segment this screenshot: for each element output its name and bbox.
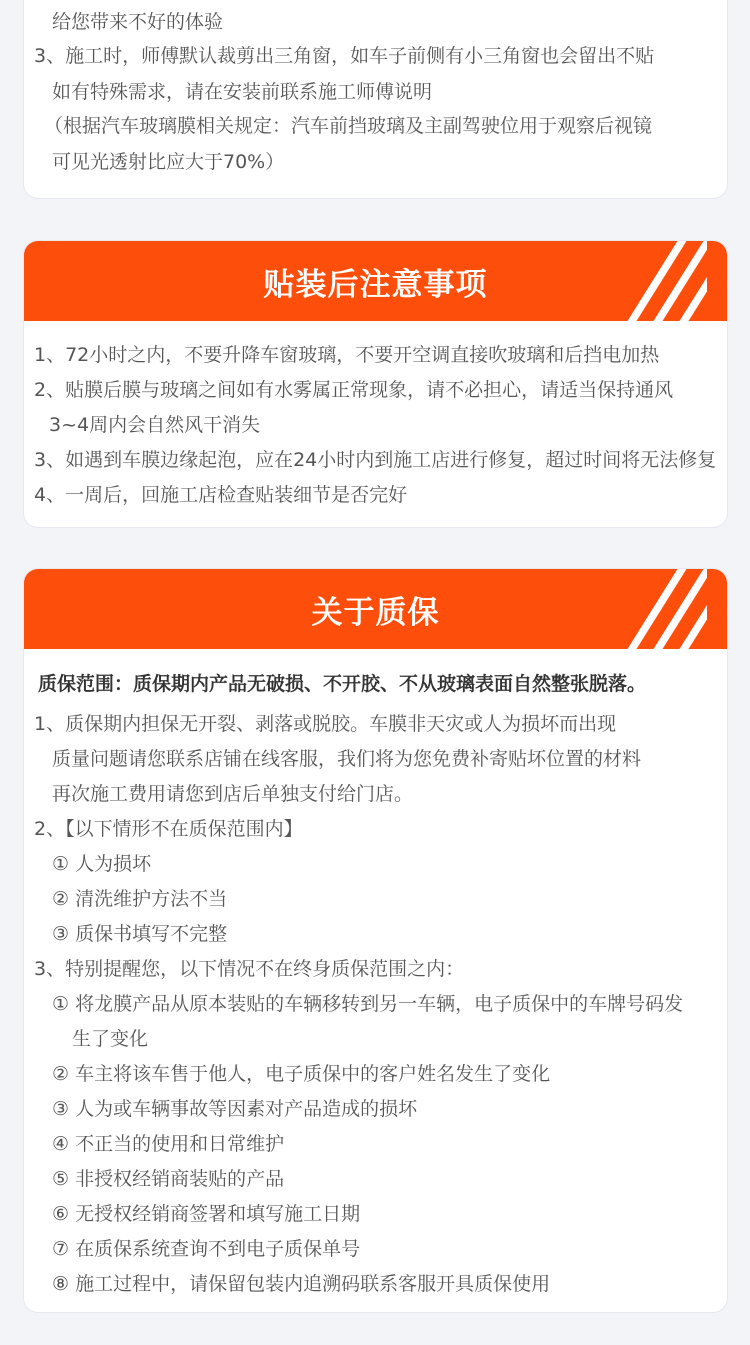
- list-item: ① 将龙膜产品从原本装贴的车辆移转到另一车辆，电子质保中的车牌号码发: [52, 993, 684, 1015]
- text-line: 3、特别提醒您，以下情况不在终身质保范围之内：: [34, 958, 465, 980]
- text-line: 1、质保期内担保无开裂、剥落或脱胶。车膜非天灾或人为损坏而出现: [34, 713, 617, 735]
- text-line: 可见光透射比应大于70%）: [52, 151, 285, 173]
- text-line: 3~4周内会自然风干消失: [49, 414, 261, 436]
- list-item: ② 车主将该车售于他人，电子质保中的客户姓名发生了变化: [52, 1063, 551, 1085]
- stripes-decoration: [597, 569, 707, 649]
- installation-notes-card: [24, 0, 727, 198]
- list-item: ⑦ 在质保系统查询不到电子质保单号: [52, 1238, 361, 1260]
- text-line: 给您带来不好的体验: [52, 11, 224, 33]
- text-line: 4、一周后，回施工店检查贴装细节是否完好: [34, 484, 408, 506]
- list-item-continued: 生了变化: [72, 1028, 149, 1050]
- warranty-card: [24, 569, 727, 1312]
- text-line: 2、贴膜后膜与玻璃之间如有水雾属正常现象，请不必担心，请适当保持通风: [34, 379, 674, 401]
- list-item: ② 清洗维护方法不当: [52, 888, 228, 910]
- text-line: 质量问题请您联系店铺在线客服，我们将为您免费补寄贴坏位置的材料: [52, 748, 642, 770]
- list-item: ⑧ 施工过程中，请保留包装内追溯码联系客服开具质保使用: [52, 1273, 551, 1295]
- section-header: [24, 569, 727, 649]
- list-item: ③ 人为或车辆事故等因素对产品造成的损坏: [52, 1098, 418, 1120]
- text-line: 3、如遇到车膜边缘起泡，应在24小时内到施工店进行修复，超过时间将无法修复: [34, 449, 717, 471]
- section-header: [24, 241, 727, 321]
- list-item: ⑤ 非授权经销商装贴的产品: [52, 1168, 285, 1190]
- section-title: 贴装后注意事项: [263, 266, 488, 303]
- text-line: 如有特殊需求，请在安装前联系施工师傅说明: [52, 81, 433, 103]
- post-installation-card: [24, 241, 727, 527]
- list-item: ③ 质保书填写不完整: [52, 923, 228, 945]
- warranty-scope: 质保范围：质保期内产品无破损、不开胶、不从玻璃表面自然整张脱落。: [38, 673, 647, 695]
- text-line: 1、72小时之内，不要升降车窗玻璃，不要开空调直接吹玻璃和后挡电加热: [34, 344, 660, 366]
- section-title: 关于质保: [311, 594, 440, 631]
- list-item: ④ 不正当的使用和日常维护: [52, 1133, 285, 1155]
- text-line: 2、【以下情形不在质保范围内】: [34, 818, 303, 840]
- list-item: ① 人为损坏: [52, 853, 152, 875]
- stripes-decoration: [597, 241, 707, 321]
- list-item: ⑥ 无授权经销商签署和填写施工日期: [52, 1203, 361, 1225]
- text-line: （根据汽车玻璃膜相关规定：汽车前挡玻璃及主副驾驶位用于观察后视镜: [44, 115, 653, 137]
- text-line: 3、施工时，师傅默认裁剪出三角窗，如车子前侧有小三角窗也会留出不贴: [34, 45, 655, 67]
- text-line: 再次施工费用请您到店后单独支付给门店。: [52, 783, 414, 805]
